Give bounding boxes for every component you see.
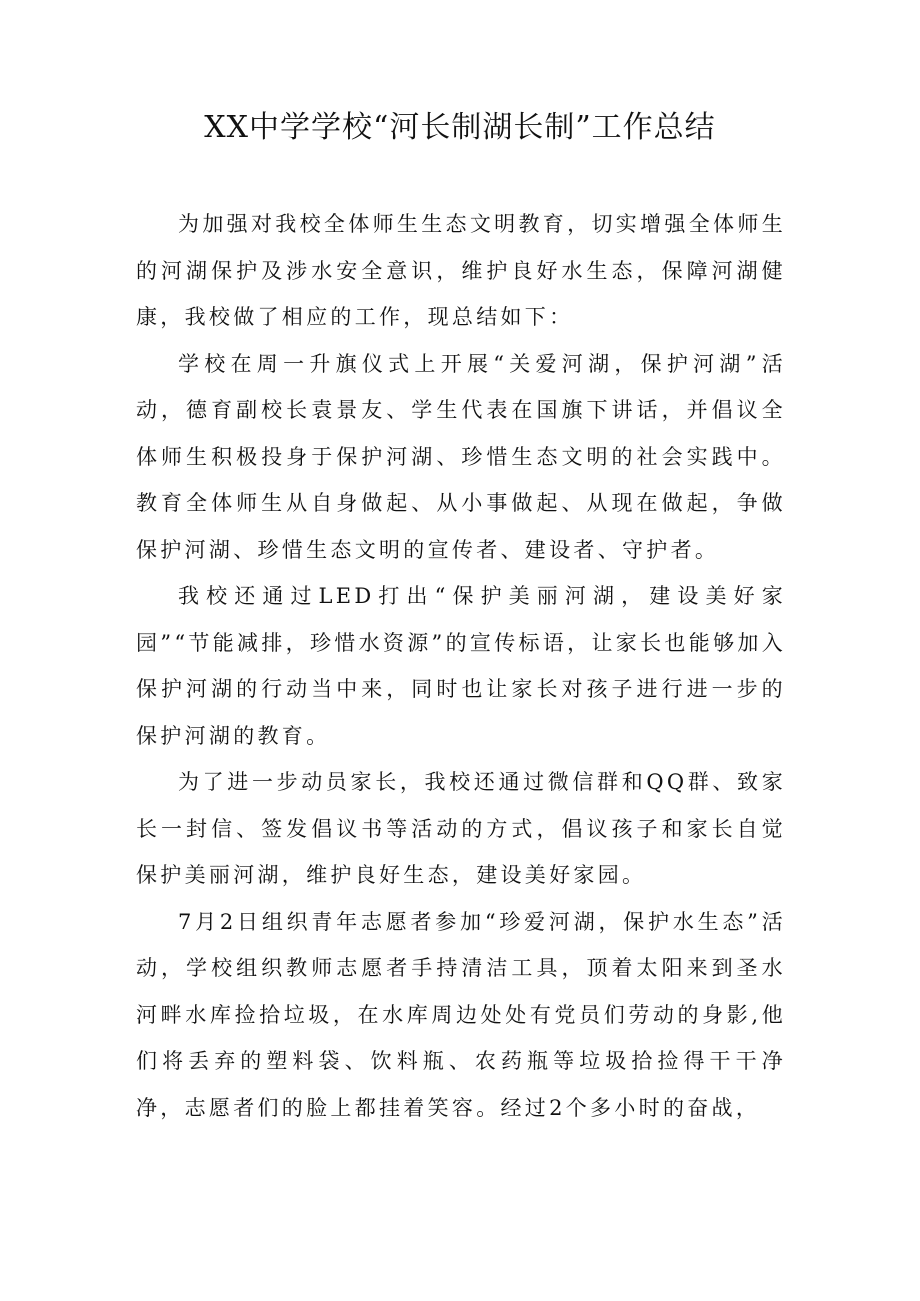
paragraph-intro: 为加强对我校全体师生生态文明教育，切实增强全体师生的河湖保护及涉水安全意识，维护良好水生态，保障河湖健康，我校做了相应的工作，现总结如下： <box>136 212 786 329</box>
paragraph-led-slogans: 我校还通过LED打出“保护美丽河湖，建设美好家园”“节能减排，珍惜水资源”的宣传标语，让家长也能够加入保护河湖的行动当中来，同时也让家长对孩子进行进一步的保护河湖的教育。 <box>136 584 786 748</box>
document-body <box>136 201 786 1131</box>
document-title: XX中学学校“河长制湖长制”工作总结 <box>204 110 716 145</box>
paragraph-flag-ceremony: 学校在周一升旗仪式上开展“关爱河湖，保护河湖”活动，德育副校长袁景友、学生代表在国旗下讲话，并倡议全体师生积极投身于保护河湖、珍惜生态文明的社会实践中。教育全体师生从自身做起、从小事做起、从现在做起，争做保护河湖、珍惜生态文明的宣传者、建设者、守护者。 <box>136 351 786 562</box>
paragraph-parent-mobilization: 为了进一步动员家长，我校还通过微信群和QQ群、致家长一封信、签发倡议书等活动的方式，倡议孩子和家长自觉保护美丽河湖，维护良好生态，建设美好家园。 <box>136 770 786 887</box>
paragraph-volunteer-activity: 7月2日组织青年志愿者参加“珍爱河湖，保护水生态”活动，学校组织教师志愿者手持清洁工具，顶着太阳来到圣水河畔水库捡拾垃圾，在水库周边处处有党员们劳动的身影,他们将丢弃的塑料袋、饮料瓶、农药瓶等垃圾拾捡得干干净净，志愿者们的脸上都挂着笑容。经过2个多小时的奋战， <box>136 909 786 1120</box>
